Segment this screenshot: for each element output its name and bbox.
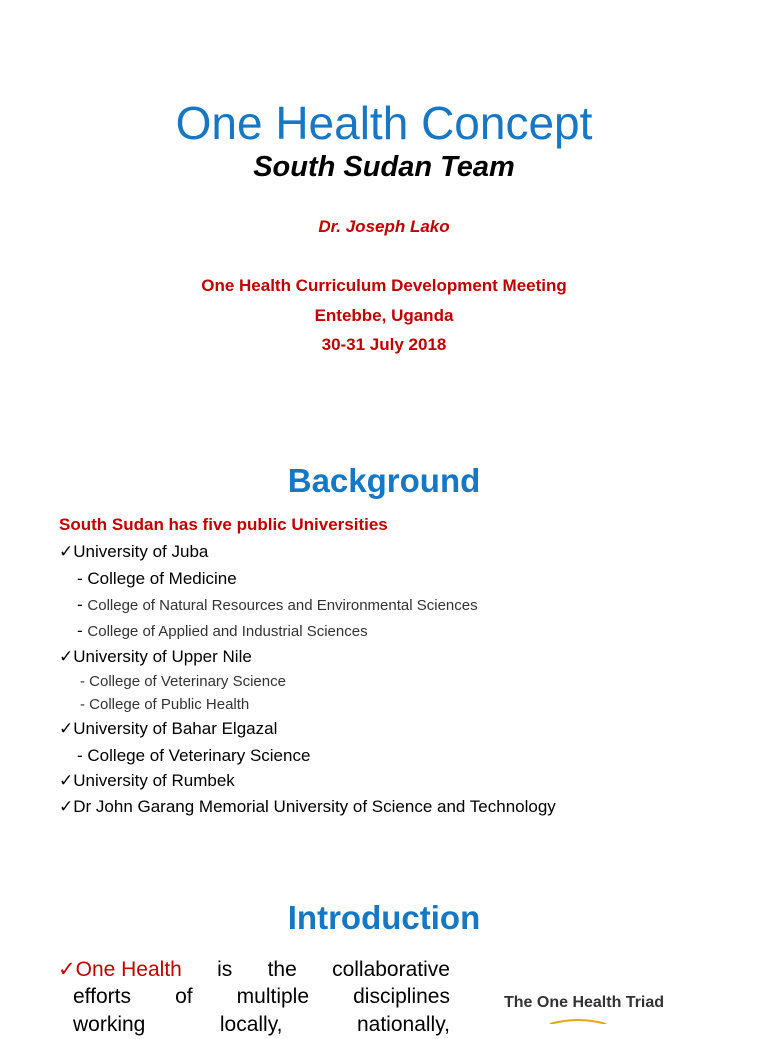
dash-icon: -: [77, 595, 83, 614]
page-title: One Health Concept: [175, 97, 593, 149]
college-name: College of Public Health: [89, 696, 250, 713]
college-name: College of Veterinary Science: [87, 746, 311, 765]
intro-word: of: [175, 985, 193, 1008]
meeting-name: One Health Curriculum Development Meeting: [201, 276, 567, 295]
college-item: [77, 595, 478, 615]
dash-icon: -: [77, 569, 83, 588]
intro-word: nationally,: [356, 1013, 450, 1036]
university-name: University of Bahar Elgazal: [73, 719, 278, 738]
intro-text-line: [58, 1011, 450, 1039]
check-icon: ✓: [59, 719, 74, 738]
intro-text-line: [58, 956, 450, 984]
background-heading: Background: [287, 462, 481, 499]
meeting-place: Entebbe, Uganda: [314, 306, 454, 325]
check-icon: ✓: [58, 958, 76, 981]
triad-figure-caption: The One Health Triad: [504, 994, 665, 1011]
intro-word: working: [73, 1013, 146, 1036]
check-icon: ✓: [59, 542, 74, 561]
meeting-date: 30-31 July 2018: [321, 335, 447, 354]
check-icon: ✓: [59, 647, 74, 666]
check-icon: ✓: [59, 771, 74, 790]
university-name: Dr John Garang Memorial University of Science and Technology: [73, 797, 556, 816]
subtitle: South Sudan Team: [253, 151, 515, 183]
dash-icon: -: [80, 673, 85, 690]
university-item: [59, 647, 252, 667]
dash-icon: -: [77, 621, 83, 640]
intro-word: efforts: [73, 985, 131, 1008]
universities-intro: South Sudan has five public Universities: [59, 515, 388, 534]
college-name: College of Medicine: [87, 569, 237, 588]
college-item: [77, 746, 310, 766]
intro-word: locally,: [219, 1013, 283, 1036]
college-item: [80, 673, 286, 690]
intro-word: is: [217, 958, 233, 981]
college-item: [80, 696, 249, 713]
university-name: University of Upper Nile: [73, 647, 252, 666]
intro-word: collaborative: [332, 958, 450, 981]
one-health-term: One Health: [75, 958, 182, 981]
college-item: [77, 621, 368, 641]
university-name: University of Rumbek: [73, 771, 235, 790]
college-name: College of Applied and Industrial Sciences: [87, 623, 368, 640]
introduction-heading: Introduction: [287, 899, 481, 936]
university-item: [59, 719, 277, 739]
university-item: [59, 771, 235, 791]
dash-icon: -: [80, 696, 85, 713]
intro-word: disciplines: [353, 985, 450, 1008]
intro-word: multiple: [236, 985, 310, 1008]
university-item: [59, 797, 556, 817]
college-item: [77, 569, 237, 589]
dash-icon: -: [77, 746, 83, 765]
intro-word: the: [267, 958, 297, 981]
university-name: University of Juba: [73, 542, 209, 561]
check-icon: ✓: [59, 797, 74, 816]
college-name: College of Veterinary Science: [89, 673, 286, 690]
author: Dr. Joseph Lako: [318, 217, 450, 236]
triad-figure-graphic: [548, 1018, 608, 1024]
university-item: [59, 542, 208, 562]
intro-keyword: [58, 956, 182, 984]
college-name: College of Natural Resources and Environmental Sciences: [87, 597, 478, 614]
intro-text-line: [58, 983, 450, 1011]
